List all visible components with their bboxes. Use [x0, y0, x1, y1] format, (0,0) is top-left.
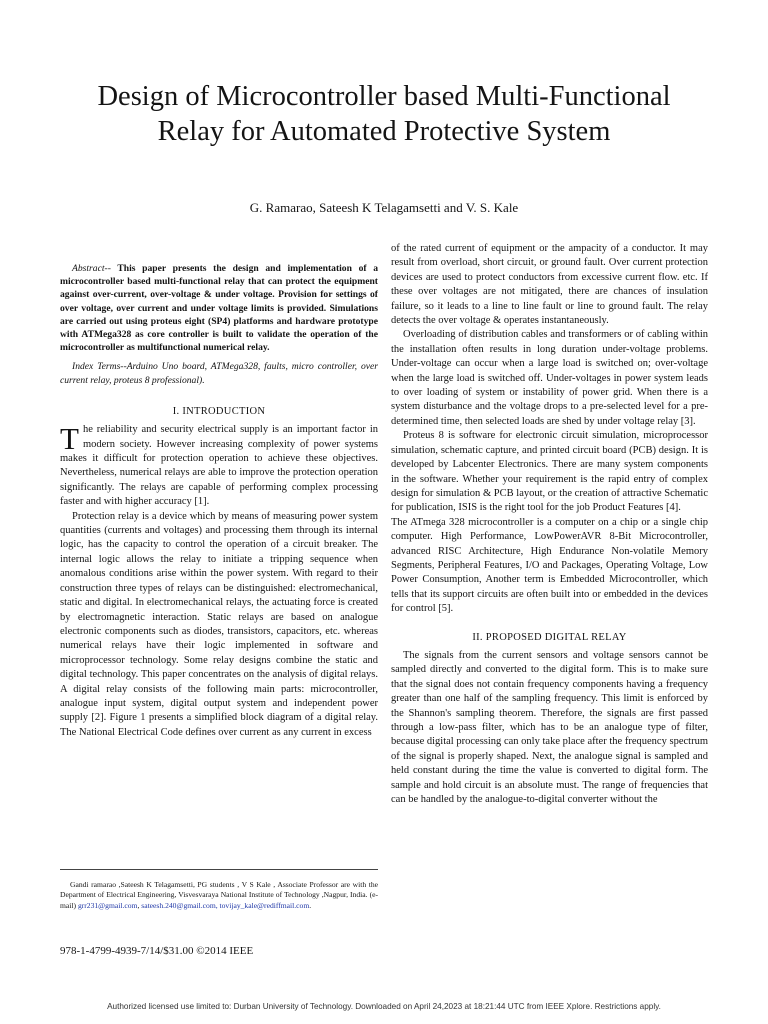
abstract-label: Abstract-- — [72, 263, 111, 274]
footnote-end: . — [309, 900, 312, 910]
drop-cap: T — [60, 421, 79, 457]
section-heading-introduction: I. INTRODUCTION — [172, 405, 266, 417]
left-column — [60, 242, 378, 740]
body-paragraph-2: Overloading of distribution cables and transformers or of cabling within the installation often results in long duration under-voltage problems. Under-voltage can occur when a large load is switched on; over-voltage when the large load is switched off. Under-voltages in power system leads to over loading of system or instability of power grid. When there is a system disturbance and the voltage drops to a pre-selected level for a pre-determined time, then selected loads are shed by under voltage relay [3]. — [391, 329, 708, 427]
right-column — [391, 242, 708, 807]
abstract-text: This paper presents the design and implementation of a microcontroller based multi-functional relay that can protect the equipment against over-current, over-voltage & under voltage. Provision for settings of over voltage, over current and under voltage limits is provided. Simulations are carried out using proteus eight (SP4) platforms and hardware prototype with ATMega328 as core controller is built to validate the operation of the microcontroller as multifunctional numerical relay. — [60, 263, 378, 354]
index-terms: Index Terms--Arduino Uno board, ATMega328, faults, micro controller, over current relay, proteus 8 professional). — [60, 361, 378, 386]
section2-paragraph-1: The signals from the current sensors and voltage sensors cannot be sampled directly and converted to the digital form. This is to make sure that the signal does not contain frequency components having a frequency greater than one half of the sampling frequency. This limit is enforced by the Shannon's sampling theorem. Therefore, the signals are first passed through a low-pass filter, which has to be an analogue type of filter, because digital processing can only take place after the frequency spectrum of the signal is properly shaped. Next, the analogue signal is sampled and held constant during the time the value is converted to digital form. The sample and hold circuit is an absolute must. The range of frequencies that can be handled by the analogue-to-digital converter without the — [391, 649, 708, 806]
intro-paragraph-1 — [60, 423, 378, 509]
footnote-separator: , — [137, 900, 142, 910]
isbn-copyright: 978-1-4799-4939-7/14/$31.00 ©2014 IEEE — [60, 945, 254, 957]
body-paragraph-1: of the rated current of equipment or the ampacity of a conductor. It may result from overload, short circuit, or ground fault. Over current protection devices are used to protect conductors from excessive current flow. etc. If these over voltages are not mitigated, there are chances of insulation failure, so it leads to a line to line fault or line to ground fault. The relay detects the over voltage & operates instantaneously. — [391, 243, 708, 327]
footnote-text — [60, 880, 378, 911]
section-heading-proposed-relay: II. PROPOSED DIGITAL RELAY — [472, 631, 627, 643]
body-paragraph-4: The ATmega 328 microcontroller is a computer on a chip or a single chip computer. High Performance, LowPowerAVR 8-Bit Microcontroller, advanced RISC Architecture, High Endurance Non-volatile Memory Segments, Peripheral Features, I/O and Packages, Operating Voltage, Low Power Consumption, Another term is Embedded Microcontroller, which tells that its support circuits are often built into or embedded in the devices for control [5]. — [391, 516, 708, 615]
author-line: G. Ramarao, Sateesh K Telagamsetti and V. S. Kale — [249, 200, 519, 215]
body-paragraph-3: Proteus 8 is software for electronic circuit simulation, microprocessor simulation, schematic capture, and printed circuit board (PCB) design. It is developed by Labcenter Electronics. There are many system components in the software. Whether your requirement is the rapid entry of complex design for simulation & PCB layout, or the creation of attractive Schematic for publication, ISIS is the right tool for the job Product Features [4]. — [391, 430, 708, 514]
license-notice: Authorized licensed use limited to: Durban University of Technology. Downloaded on April 24,2023 at 18:21:44 UTC from IEEE Xplore. Restrictions apply. — [107, 1002, 661, 1011]
intro-paragraph-2: Protection relay is a device which by means of measuring power system quantities (currents and voltages) and processing them through its internal logic, has the capacity to control the operation of a circuit breaker. The internal logic allows the relay to initiate a tripping sequence when anomalous conditions arise within the power system. With regard to their construction three types of relays can be distinguished: electromechanical, static and digital. In electromechanical relays, the actuating force is created by electromagnetic interaction. Static relays are based on analogue electronic components such as diodes, transistors, capacitors, etc. whereas numerical relays have their logic implemented in software and microprocessor technology. Some relay designs combine the static and digital technology. This paper concentrates on the analysis of digital relays. A digital relay consists of the following main parts: microcontroller, analogue input system, digital output system and independent power supply [2]. Figure 1 presents a simplified block diagram of a digital relay. The National Electrical Code defines over current as any current in excess — [60, 510, 378, 738]
intro-paragraph-1-text: he reliability and security electrical supply is an important factor in modern society. However increasing complexity of power systems makes it difficult for protection operation to achieve these objectives. Nevertheless, numerical relays are able to improve the protection operation significantly. The relays are capable of performing complex processing faster and with higher accuracy [1]. — [60, 424, 378, 508]
footnote-affiliation: Gandi ramarao ,Sateesh K Telagamsetti, PG students , V S Kale , Associate Professor are with the Department of Electrical Engineering, Visvesvaraya National Institute of Technology ,Nagpur, India. (e-mail) — [60, 880, 378, 910]
author-footnote — [60, 869, 378, 911]
paper-title: Design of Microcontroller based Multi-Functional Relay for Automated Protective System — [97, 81, 671, 147]
footnote-email-links[interactable]: sateesh.240@gmail.com, tovijay_kale@rediffmail.com — [141, 900, 310, 910]
abstract — [60, 262, 378, 354]
footnote-email-link[interactable]: grr231@gmail.com — [77, 900, 138, 910]
